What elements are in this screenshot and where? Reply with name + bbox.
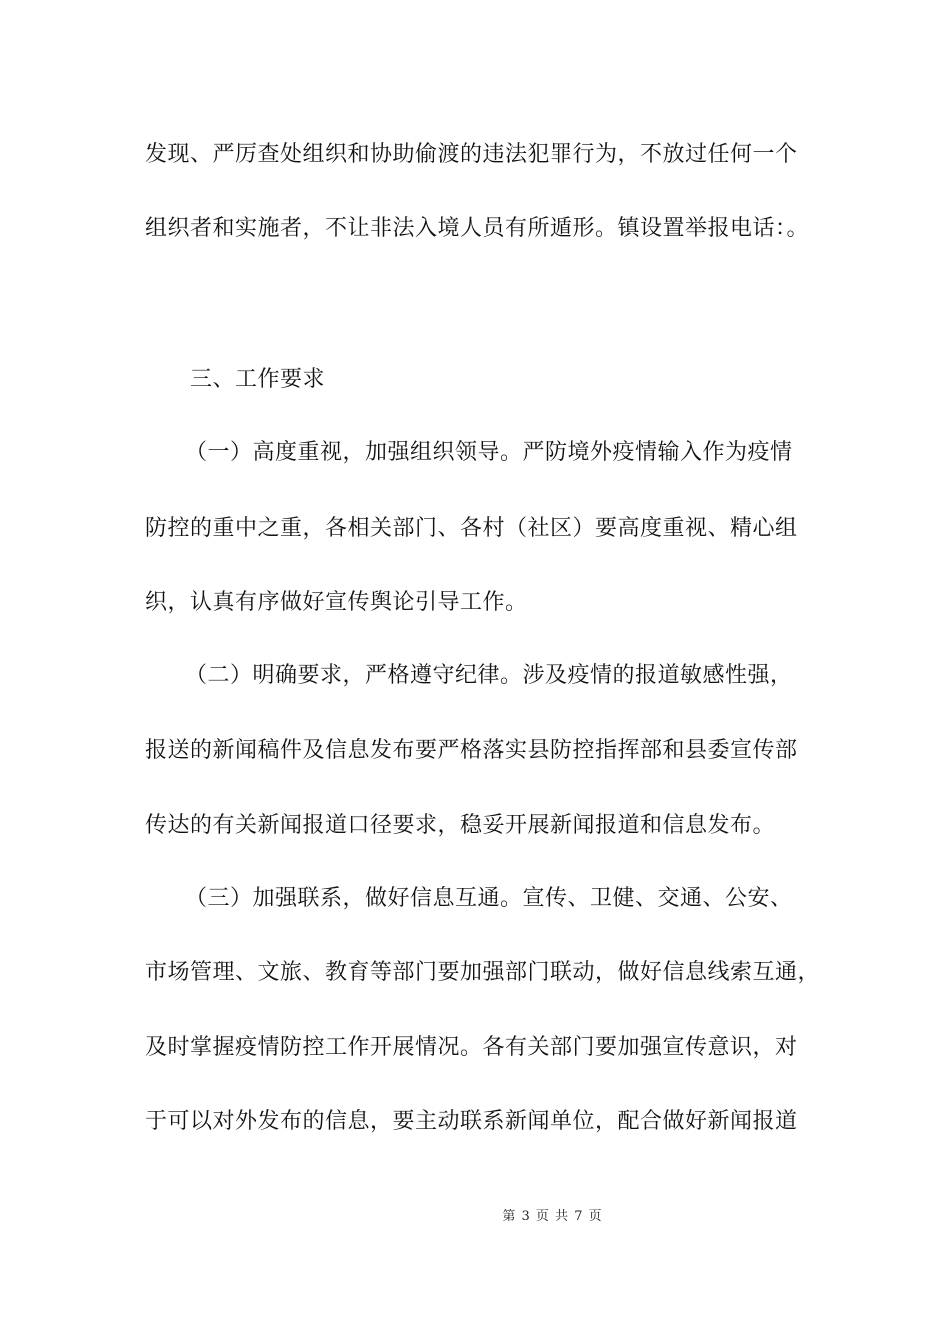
page-footer: 第 3 页 共 7 页 [502,1209,603,1224]
paragraph-line: 织，认真有序做好宣传舆论引导工作。 [145,590,528,615]
paragraph-line: 及时掌握疫情防控工作开展情况。各有关部门要加强宣传意识，对 [145,1035,798,1060]
paragraph-line: （三）加强联系，做好信息互通。宣传、卫健、交通、公安、 [185,886,793,911]
paragraph-line: 于可以对外发布的信息，要主动联系新闻单位，配合做好新闻报道 [145,1109,798,1134]
paragraph-line: 报送的新闻稿件及信息发布要严格落实县防控指挥部和县委宣传部 [145,738,798,763]
paragraph-line: 组织者和实施者，不让非法入境人员有所遁形。镇设置举报电话：。 [145,216,810,241]
paragraph-line: 防控的重中之重，各相关部门、各村（社区）要高度重视、精心组 [145,516,798,541]
paragraph-line: 市场管理、文旅、教育等部门要加强部门联动，做好信息线索互通， [145,960,821,985]
section-heading: 三、工作要求 [190,367,326,392]
paragraph-line: 发现、严厉查处组织和协助偷渡的违法犯罪行为，不放过任何一个 [145,142,798,167]
paragraph-line: （一）高度重视，加强组织领导。严防境外疫情输入作为疫情 [185,440,793,465]
paragraph-line: （二）明确要求，严格遵守纪律。涉及疫情的报道敏感性强， [185,663,793,688]
paragraph-line: 传达的有关新闻报道口径要求，稳妥开展新闻报道和信息发布。 [145,813,776,838]
